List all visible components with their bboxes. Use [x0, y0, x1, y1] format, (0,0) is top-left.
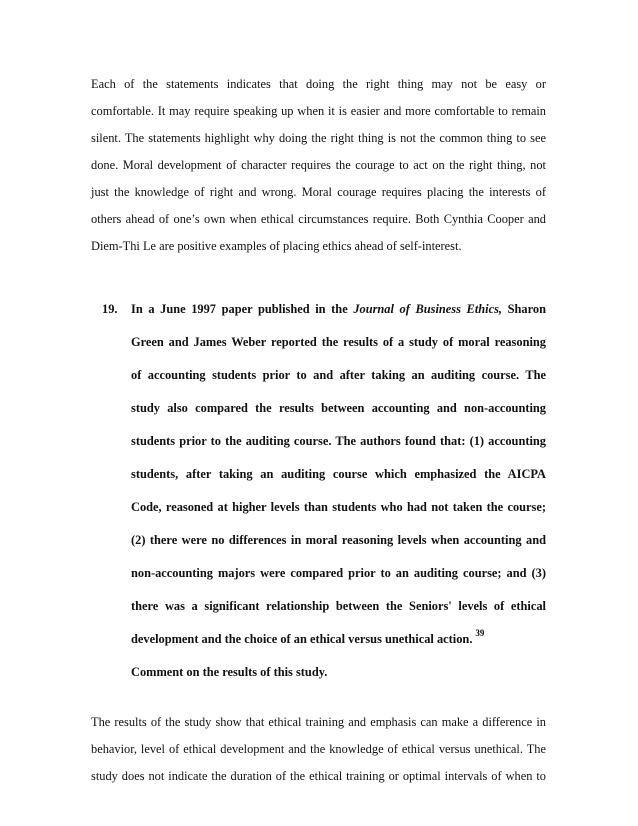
para1-line-2: comfortable. It may require speaking up when it is easier and more comfortable to remain	[91, 104, 546, 118]
question-line-4: study also compared the results between accounting and non-accounting	[131, 401, 546, 415]
question-last-line-text: development and the choice of an ethical versus unethical action.	[131, 632, 473, 646]
question-line-5: students prior to the auditing course. The authors found that: (1) accounting	[131, 434, 546, 448]
question-line-1-end: Sharon	[507, 302, 546, 316]
para1-line-7: Diem-Thi Le are positive examples of placing ethics ahead of self-interest.	[91, 239, 462, 253]
para2-line-1: The results of the study show that ethical training and emphasis can make a difference in	[91, 715, 546, 729]
para1-line-4: done. Moral development of character requires the courage to act on the right thing, not	[91, 158, 546, 172]
question-number: 19.	[102, 302, 118, 316]
question-line-2: Green and James Weber reported the results of a study of moral reasoning	[131, 335, 546, 349]
para1-line-6: others ahead of one’s own when ethical circumstances require. Both Cynthia Cooper and	[91, 212, 546, 226]
para2-line-3: study does not indicate the duration of the ethical training or optimal intervals of when to	[91, 769, 546, 783]
question-line-11	[131, 628, 546, 648]
para1-line-3: silent. The statements highlight why doing the right thing is not the common thing to see	[91, 131, 546, 145]
question-line-9: non-accounting majors were compared prior to an auditing course; and (3)	[131, 566, 546, 580]
question-line-10: there was a significant relationship between the Seniors' levels of ethical	[131, 599, 546, 613]
question-line-7: Code, reasoned at higher levels than students who had not taken the course;	[131, 500, 546, 514]
journal-title: Journal of Business Ethics,	[353, 302, 503, 316]
question-line-3: of accounting students prior to and after taking an auditing course. The	[131, 368, 546, 382]
footnote-marker: 39	[475, 628, 485, 638]
para1-line-5: just the knowledge of right and wrong. Moral courage requires placing the interests of	[91, 185, 546, 199]
para2-line-2: behavior, level of ethical development and the knowledge of ethical versus unethical. The	[91, 742, 546, 756]
question-line-1-start: In a June 1997 paper published in the	[131, 302, 348, 316]
question-line-8: (2) there were no differences in moral reasoning levels when accounting and	[131, 533, 546, 547]
para1-line-1: Each of the statements indicates that doing the right thing may not be easy or	[91, 77, 546, 91]
question-line-1	[131, 301, 546, 317]
question-prompt: Comment on the results of this study.	[131, 665, 328, 679]
question-line-6: students, after taking an auditing course which emphasized the AICPA	[131, 467, 546, 481]
